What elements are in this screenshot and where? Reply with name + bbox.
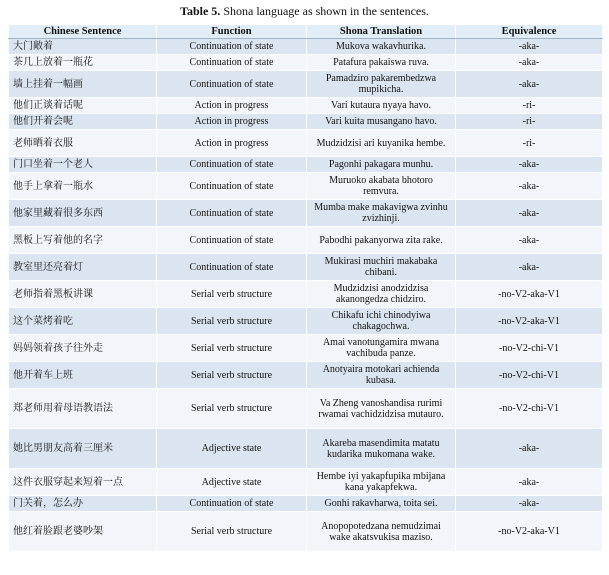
chinese-cell: 他红着脸跟老婆吵架 <box>9 512 157 552</box>
table-row <box>9 39 603 55</box>
table-row <box>9 98 603 114</box>
caption-text: Shona language as shown in the sentences. <box>223 4 429 18</box>
table-row <box>9 512 603 552</box>
shona-cell: Vari kutaura nyaya havo. <box>307 98 456 114</box>
equivalence-cell: -no-V2-chi-V1 <box>456 335 603 362</box>
shona-cell: Mumba make makavigwa zvinhu zvizhinji. <box>307 200 456 227</box>
shona-cell: Pabodhi pakanyorwa zita rake. <box>307 227 456 254</box>
chinese-cell: 老师指着黑板讲课 <box>9 281 157 308</box>
function-cell: Adjective state <box>157 429 307 469</box>
function-cell: Continuation of state <box>157 254 307 281</box>
shona-cell: Chikafu ichi chinodyiwa chakagochwa. <box>307 308 456 335</box>
table-row <box>9 55 603 71</box>
shona-cell: Pamadziro pakarembedzwa mupikicha. <box>307 71 456 98</box>
function-cell: Action in progress <box>157 98 307 114</box>
shona-cell: Mudzidzisi ari kuyanika hembe. <box>307 130 456 157</box>
shona-cell: Vari kuita musangano havo. <box>307 114 456 130</box>
table-row <box>9 157 603 173</box>
function-cell: Continuation of state <box>157 157 307 173</box>
chinese-cell: 妈妈领着孩子往外走 <box>9 335 157 362</box>
equivalence-cell: -ri- <box>456 130 603 157</box>
table-row <box>9 130 603 157</box>
function-cell: Serial verb structure <box>157 308 307 335</box>
shona-cell: Mukirasi muchiri makabaka chibani. <box>307 254 456 281</box>
table-body <box>9 39 603 552</box>
table-row <box>9 227 603 254</box>
chinese-cell: 门口坐着一个老人 <box>9 157 157 173</box>
equivalence-cell: -aka- <box>456 469 603 496</box>
chinese-cell: 大门敞着 <box>9 39 157 55</box>
chinese-cell: 她比男朋友高着三厘米 <box>9 429 157 469</box>
header-chinese: Chinese Sentence <box>9 25 157 39</box>
table-row <box>9 173 603 200</box>
chinese-cell: 他手上拿着一瓶水 <box>9 173 157 200</box>
chinese-cell: 郑老师用着母语教语法 <box>9 389 157 429</box>
shona-cell: Amai vanotungamira mwana vachibuda panze. <box>307 335 456 362</box>
shona-cell: Anotyaira motokari achienda kubasa. <box>307 362 456 389</box>
function-cell: Continuation of state <box>157 496 307 512</box>
table-row <box>9 200 603 227</box>
chinese-cell: 茶几上放着一瓶花 <box>9 55 157 71</box>
equivalence-cell: -no-V2-chi-V1 <box>456 362 603 389</box>
equivalence-cell: -aka- <box>456 71 603 98</box>
shona-table <box>8 24 603 552</box>
function-cell: Serial verb structure <box>157 281 307 308</box>
table-row <box>9 71 603 98</box>
chinese-cell: 墙上挂着一幅画 <box>9 71 157 98</box>
shona-cell: Mukova wakavhurika. <box>307 39 456 55</box>
chinese-cell: 他开着车上班 <box>9 362 157 389</box>
function-cell: Continuation of state <box>157 39 307 55</box>
table-row <box>9 281 603 308</box>
header-row <box>9 25 603 39</box>
equivalence-cell: -no-V2-aka-V1 <box>456 308 603 335</box>
shona-cell: Pagonhi pakagara munhu. <box>307 157 456 173</box>
table-row <box>9 335 603 362</box>
caption-label: Table 5. <box>180 4 221 18</box>
table-row <box>9 254 603 281</box>
header-shona: Shona Translation <box>307 25 456 39</box>
equivalence-cell: -aka- <box>456 55 603 71</box>
equivalence-cell: -aka- <box>456 227 603 254</box>
equivalence-cell: -no-V2-chi-V1 <box>456 389 603 429</box>
equivalence-cell: -aka- <box>456 200 603 227</box>
equivalence-cell: -aka- <box>456 173 603 200</box>
table-row <box>9 389 603 429</box>
function-cell: Adjective state <box>157 469 307 496</box>
chinese-cell: 他家里藏着很多东西 <box>9 200 157 227</box>
function-cell: Serial verb structure <box>157 335 307 362</box>
table-caption <box>0 4 609 18</box>
function-cell: Continuation of state <box>157 200 307 227</box>
shona-cell: Mudzidzisi anodzidzisa akanongedza chidziro. <box>307 281 456 308</box>
function-cell: Continuation of state <box>157 173 307 200</box>
chinese-cell: 老师晒着衣服 <box>9 130 157 157</box>
chinese-cell: 教室里还亮着灯 <box>9 254 157 281</box>
chinese-cell: 黑板上写着他的名字 <box>9 227 157 254</box>
function-cell: Continuation of state <box>157 227 307 254</box>
header-equivalence: Equivalence <box>456 25 603 39</box>
equivalence-cell: -ri- <box>456 114 603 130</box>
function-cell: Action in progress <box>157 130 307 157</box>
function-cell: Serial verb structure <box>157 389 307 429</box>
table-row <box>9 469 603 496</box>
shona-cell: Hembe iyi yakapfupika mbijana kana yakapfekwa. <box>307 469 456 496</box>
shona-cell: Patafura pakaiswa ruva. <box>307 55 456 71</box>
equivalence-cell: -aka- <box>456 157 603 173</box>
shona-cell: Gonhi rakavharwa, toita sei. <box>307 496 456 512</box>
chinese-cell: 他们开着会呢 <box>9 114 157 130</box>
function-cell: Action in progress <box>157 114 307 130</box>
chinese-cell: 门关着，怎么办 <box>9 496 157 512</box>
equivalence-cell: -aka- <box>456 429 603 469</box>
chinese-cell: 这件衣服穿起来短着一点 <box>9 469 157 496</box>
function-cell: Serial verb structure <box>157 512 307 552</box>
chinese-cell: 他们正谈着话呢 <box>9 98 157 114</box>
table-row <box>9 308 603 335</box>
shona-cell: Akareba masendimita matatu kudarika mukomana wake. <box>307 429 456 469</box>
table-row <box>9 429 603 469</box>
equivalence-cell: -aka- <box>456 254 603 281</box>
shona-cell: Anopopotedzana nemudzimai wake akatsvukisa maziso. <box>307 512 456 552</box>
table-row <box>9 362 603 389</box>
table-row <box>9 496 603 512</box>
equivalence-cell: -no-V2-aka-V1 <box>456 512 603 552</box>
table-row <box>9 114 603 130</box>
function-cell: Serial verb structure <box>157 362 307 389</box>
equivalence-cell: -aka- <box>456 39 603 55</box>
equivalence-cell: -aka- <box>456 496 603 512</box>
header-function: Function <box>157 25 307 39</box>
equivalence-cell: -no-V2-aka-V1 <box>456 281 603 308</box>
function-cell: Continuation of state <box>157 55 307 71</box>
shona-cell: Va Zheng vanoshandisa rurimi rwamai vachidzidzisa mutauro. <box>307 389 456 429</box>
shona-cell: Muruoko akabata bhotoro remvura. <box>307 173 456 200</box>
equivalence-cell: -ri- <box>456 98 603 114</box>
function-cell: Continuation of state <box>157 71 307 98</box>
chinese-cell: 这个菜烤着吃 <box>9 308 157 335</box>
